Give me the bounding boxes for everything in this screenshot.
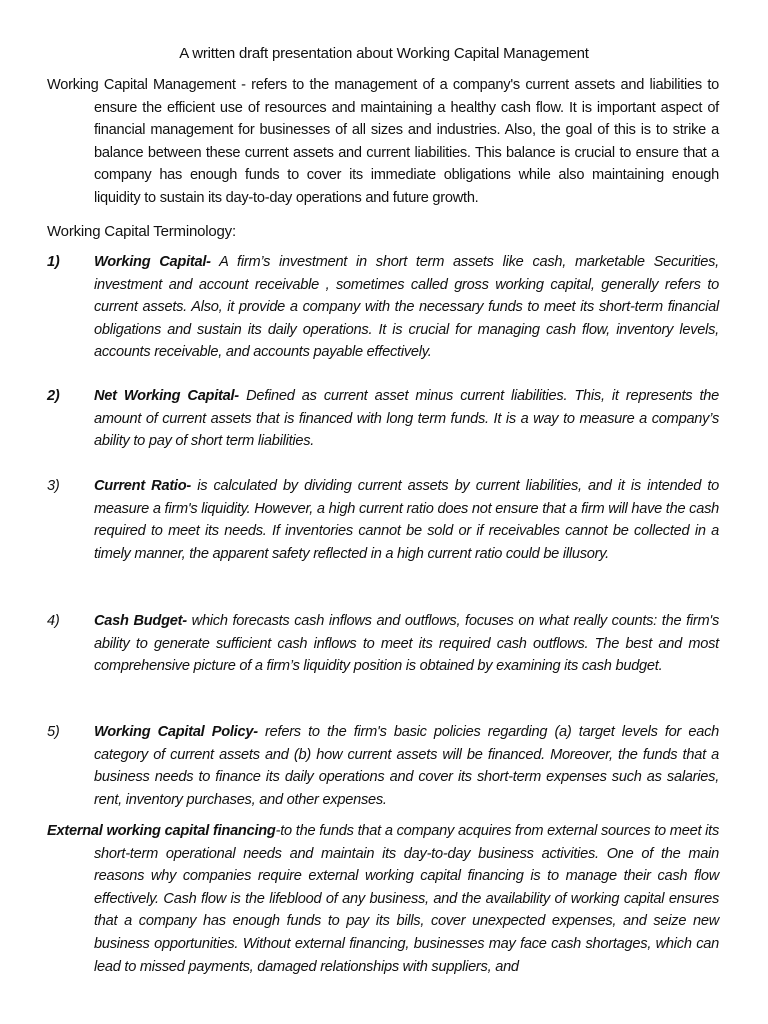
- term-number: 1): [47, 254, 60, 270]
- term-body: [94, 475, 719, 565]
- term-item: [47, 610, 719, 678]
- external-financing-text: -to the funds that a company acquires from external sources to meet its short-term operational needs and maintain its day-to-day business activities. One of the main reasons why companies require external working capital financing is to manage their cash flow effectively. Cash flow is the lifeblood of any business, and the availability of working capital ensures that a company has enough funds to pay its bills, cover unexpected expenses, and seize new business opportunities. Without external financing, businesses may face cash shortages, which can lead to missed payments, damaged relationships with suppliers, and: [94, 823, 719, 975]
- intro-paragraph: [47, 74, 719, 210]
- term-number: 3): [47, 478, 60, 494]
- term-description: is calculated by dividing current assets by current liabilities, and it is intended to measure a firm's liquidity. However, a high current ratio does not ensure that a firm will have the cash required to meet its needs. If inventories cannot be sold or if receivables cannot be collected in a timely manner, the apparent safety reflected in a high current ratio could be illusory.: [94, 478, 719, 562]
- intro-text: refers to the management of a company's current assets and liabilities to ensure the efficient use of resources and maintaining a healthy cash flow. It is important aspect of financial management for businesses of all sizes and industries. Also, the goal of this is to strike a balance between these current assets and current liabilities. This balance is crucial to ensure that a company has enough funds to cover its immediate obligations while also maintaining enough liquidity to sustain its day-to-day operations and future growth.: [94, 77, 719, 206]
- term-number: 4): [47, 613, 60, 629]
- term-body: [94, 385, 719, 453]
- term-body: [94, 721, 719, 811]
- external-financing-paragraph: [47, 820, 719, 978]
- term-body: [94, 251, 719, 364]
- external-financing-label: External working capital financing: [47, 823, 276, 839]
- term-label: Current Ratio-: [94, 478, 192, 494]
- term-description: Defined as current asset minus current liabilities. This, it represents the amount of current assets that is financed with long term funds. It is a way to measure a company’s ability to pay of short term liabilities.: [94, 388, 719, 450]
- document-title: A written draft presentation about Working Capital Management: [179, 45, 589, 62]
- term-body: [94, 610, 719, 678]
- term-item: [47, 475, 719, 565]
- term-description: A firm’s investment in short term assets like cash, marketable Securities, investment and account receivable , sometimes called gross working capital, generally refers to current assets. Also, it provide a company with the necessary funds to meet its short-term financial obligations and sustain its daily operations. It is crucial for managing cash flow, inventory levels, accounts receivable, and accounts payable effectively.: [94, 254, 719, 361]
- term-label: Net Working Capital-: [94, 388, 239, 404]
- term-number: 5): [47, 724, 60, 740]
- term-item: [47, 385, 719, 453]
- term-label: Cash Budget-: [94, 613, 187, 629]
- intro-label: Working Capital Management -: [47, 77, 252, 93]
- term-label: Working Capital-: [94, 254, 211, 270]
- term-description: refers to the firm's basic policies regarding (a) target levels for each category of current assets and (b) how current assets will be financed. Moreover, the funds that a business needs to finance its daily operations and cover its short-term expenses such as salaries, rent, inventory purchases, and other expenses.: [94, 724, 719, 808]
- intro-body: [47, 74, 719, 210]
- term-item: [47, 251, 719, 364]
- term-description: which forecasts cash inflows and outflows, focuses on what really counts: the firm's ability to generate sufficient cash inflows to meet its required cash outflows. The best and most comprehensive picture of a firm’s liquidity position is obtained by examining its cash budget.: [94, 613, 720, 675]
- external-financing-body: [47, 820, 719, 978]
- term-label: Working Capital Policy-: [94, 724, 258, 740]
- term-item: [47, 721, 719, 811]
- term-number: 2): [47, 388, 60, 404]
- terminology-heading: Working Capital Terminology:: [47, 223, 236, 240]
